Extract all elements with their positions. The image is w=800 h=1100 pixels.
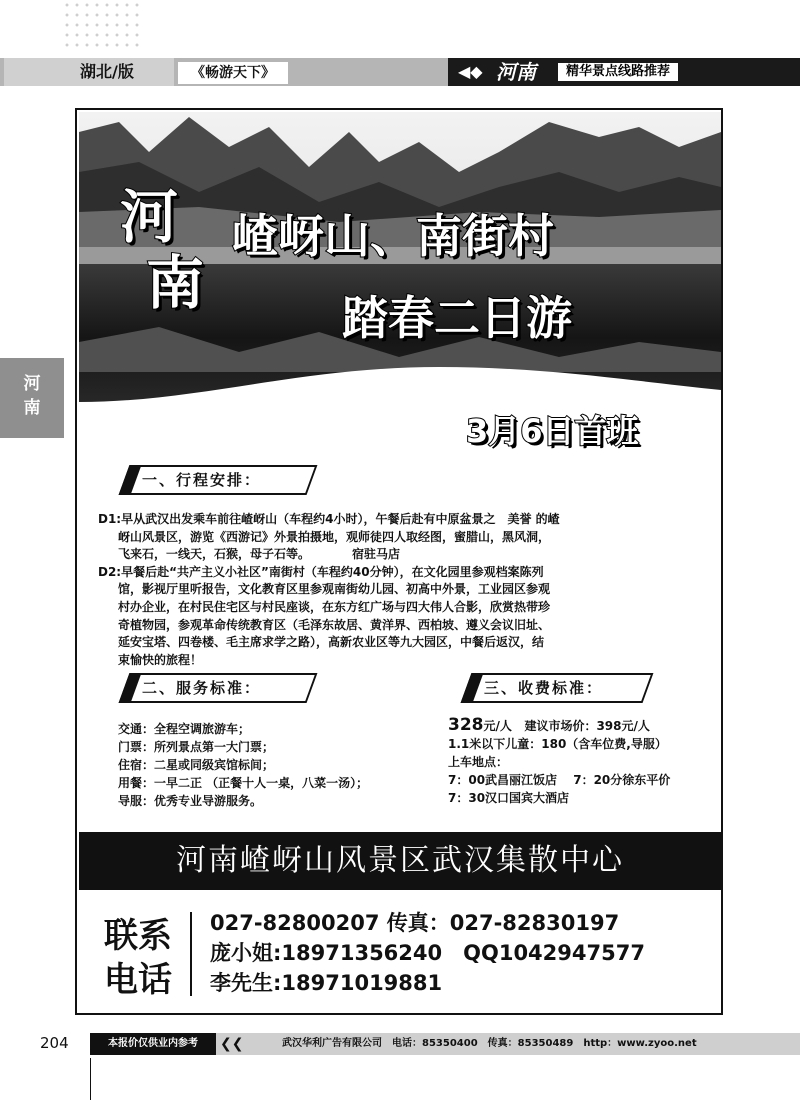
itinerary-day2: D2:早餐后赴“共产主义小社区”南街村（车程约40分钟），在文化园里参观档案陈列 (98, 564, 544, 579)
service-item: 门票：所列景点第一大门票； (118, 740, 275, 754)
service-item: 交通：全程空调旅游车； (118, 722, 251, 736)
itinerary-day1-line: 岈山风景区，游览《西游记》外景拍摄地，观师徒四人取经图，蜜腊山，黑风洞， (118, 529, 551, 544)
hero-province-char-2: 南 (146, 249, 205, 317)
contact-person-pang: 庞小姐:18971356240 QQ1042947577 (210, 941, 645, 965)
itinerary-day2-line: 延安宝塔、四卷楼、毛主席求学之路），高新农业区等九大园区，中餐后返汉，结 (118, 635, 545, 650)
contact-label-line: 电话 (104, 960, 172, 1000)
footer-company-info: 武汉华利广告有限公司 电话：85350400 传真：85350489 http：www.zyoo.net (282, 1038, 697, 1049)
footer-rule (90, 1058, 91, 1100)
page-number: 204 (40, 1034, 69, 1052)
itinerary-day1-line: 飞来石，一线天，石猴，母子石等。 宿驻马店 (118, 547, 401, 562)
double-chevron-left-icon: ◀◆ (458, 62, 483, 81)
header-province: 河南 (496, 60, 536, 84)
pickup-location: 7：30汉口国宾大酒店 (448, 791, 570, 805)
itinerary-day2-line: 馆，影视厅里听报告，文化教育区里参观南街幼儿园、初高中外景，工业园区参观 (118, 582, 551, 597)
contact-phone-fax: 027-82800207 传真：027-82830197 (210, 911, 620, 935)
hero-province-char-1: 河 (120, 183, 179, 251)
distribution-center-banner: 河南嵖岈山风景区武汉集散中心 (79, 832, 721, 890)
itinerary-day2-line: 束愉快的旅程！ (118, 652, 203, 667)
service-item: 导服：优秀专业导游服务。 (118, 794, 263, 808)
itinerary-day2-line: 村办企业，在村民住宅区与村民座谈，在东方红广场与四大伟人合影，欣赏热带珍 (118, 599, 551, 614)
itinerary-day1: D1:早从武汉出发乘车前往嵖岈山（车程约4小时），午餐后赴有中原盆景之 美誉 的嵖 (98, 512, 560, 526)
first-departure-date: 3月6日首班 (466, 412, 639, 450)
header-province-banner (448, 58, 800, 86)
service-item: 用餐：一早二正 （正餐十人一桌，八菜一汤）； (118, 776, 369, 790)
contact-person-li: 李先生:18971019881 (210, 971, 443, 995)
section-heading-fees (466, 673, 656, 705)
price-unit: 元/人 (483, 719, 512, 733)
side-tab-label: 河 南 (23, 374, 41, 418)
child-price: 1.1米以下儿童：180（含车位费,导服） (448, 737, 667, 751)
dot-pattern (62, 0, 144, 52)
contact-lines (210, 908, 645, 998)
fees-heading: 三、收费标准： (484, 679, 604, 697)
section-heading-itinerary (124, 465, 314, 497)
edition-label: 湖北/版 (4, 58, 174, 86)
price-line (448, 716, 718, 735)
contact-label-line: 联系 (104, 916, 172, 956)
hero-title: 嵖岈山、南街村 (232, 209, 554, 263)
fee-list (448, 716, 718, 807)
double-chevron-left-icon: ❮❮ (220, 1036, 244, 1052)
column-title: 《畅游天下》 (178, 62, 288, 84)
service-item: 住宿：二星或同级宾馆标间； (118, 758, 275, 772)
service-list (118, 720, 448, 810)
service-heading: 二、服务标准： (142, 679, 262, 697)
footer-notice: 本报价仅供业内参考 (90, 1033, 216, 1055)
price-value: 328 (448, 715, 484, 735)
pickup-title: 上车地点： (448, 755, 509, 769)
hero-subtitle: 踏春二日游 (342, 291, 572, 345)
side-region-tab (0, 358, 64, 438)
itinerary-text (98, 511, 710, 669)
contact-divider (190, 912, 192, 996)
contact-label (104, 914, 172, 1002)
market-price: 建议市场价：398元/人 (524, 719, 650, 733)
itinerary-heading: 一、行程安排： (142, 471, 262, 489)
pickup-location: 7：00武昌丽江饭店 7：20分徐东平价 (448, 773, 671, 787)
section-heading-service (124, 673, 314, 705)
itinerary-day2-line: 奇植物园，参观革命传统教育区（毛泽东故居、黄洋界、西柏坡、遵义会议旧址、 (118, 617, 551, 632)
header-subtitle: 精华景点线路推荐 (558, 63, 678, 81)
